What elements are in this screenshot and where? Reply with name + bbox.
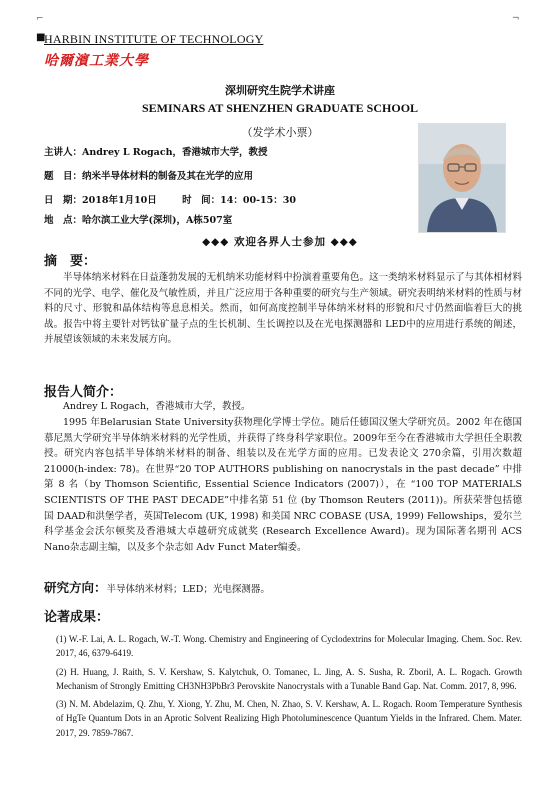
reference-item: (2) H. Huang, J. Raith, S. V. Kershaw, S. Kalytchuk, O. Tomanec, L. Jing, A. S. Susha, R. Zboril, A. L. Rogach. Growth Mechanism of Strongly Emitting CH3NH3PbBr3 Perovskite Nanocrystals with a Tunable Band Gap. Nat. Comm. 2017, 8, 996. <box>56 666 522 691</box>
seminar-title-cn: 深圳研究生院学术讲座 <box>225 84 335 97</box>
date-label: 日 期： <box>44 195 83 206</box>
speaker-portrait <box>419 124 505 232</box>
seminar-title-en: SEMINARS AT SHENZHEN GRADUATE SCHOOL <box>141 101 419 115</box>
topic-line <box>44 168 253 182</box>
bullet-icon: ■ <box>36 32 46 43</box>
date-value: 2018年1月10日 <box>82 195 157 206</box>
datetime-line <box>44 192 296 206</box>
speaker-value: Andrey L Rogach，香港城市大学，教授 <box>82 147 268 158</box>
reference-item: (1) W.-F. Lai, A. L. Rogach, W.-T. Wong. Chemistry and Engineering of Cyclodextrins for Molecular Imaging. Chem. Soc. Rev. 2017, 46, 6379-6419. <box>56 634 522 659</box>
speaker-label: 主讲人： <box>44 147 83 158</box>
bio-heading: 报告人简介： <box>44 385 123 400</box>
seminar-subtitle: （发学术小票） <box>241 126 319 139</box>
speaker-photo <box>418 123 506 233</box>
direction-heading: 研究方向： <box>44 580 107 595</box>
bio-name-line: Andrey L Rogach，香港城市大学，教授。 <box>63 401 251 412</box>
bio-text: 1995 年Belarusian State University获物理化学博士学位。随后任德国汉堡大学研究员。2002 年在德国慕尼黑大学研究半导体纳米材料的光学性质，并获得了终身科学家职位。2009年至今在香港城市大学担任全职教授。研究内容包括半导体纳米材料的制备、组装以及在光学方面的应用。已发表论文 270余篇，引用次数超 21000(h-index: 78)。在世界“20 TOP AUTHORS publishing on nanocrystals in the past decade” 中排第 8 名（by Thomson Scientific, Essential Science Indicators (2007)），在 “100 TOP MATERIALS SCIENTISTS OF THE PAST DECADE”中排名第 51 位 (by Thomson Reuters (2011))。所获荣誉包括德国 DAAD和洪堡学者，英国Telecom (UK, 1998) 和美国 NRC COBASE (USA, 1999) Fellowships，爱尔兰科学基金会沃尔顿奖及香港城大卓越研究成就奖 (Research Excellence Award)。现为国际著名期刊 ACS Nano杂志副主编，以及多个杂志如 Adv Funct Mater编委。 <box>44 417 522 553</box>
research-direction <box>44 578 270 596</box>
abstract-text: 半导体纳米材料在日益蓬勃发展的无机纳米功能材料中扮演着重要角色。这一类纳米材料显示了与其体相材料不同的光学、电学、催化及气敏性质，并且广泛应用于各种重要的研究与生产领域。研究表明纳米材料的性质与材料的尺寸、形貌和晶体结构等息息相关。然而，如何高度控制半导体纳米材料的形貌和尺寸仍然面临着巨大的挑战。报告中将主要针对钙钛矿量子点的生长机制、生长调控以及在光电探测器和 LED中的应用进行系统的阐述，并展望该领域的未来发展方向。 <box>44 272 522 346</box>
place-value: 哈尔滨工业大学(深圳)，A栋507室 <box>82 215 233 226</box>
topic-label: 题 目： <box>44 171 83 182</box>
abstract-heading: 摘 要： <box>44 254 97 269</box>
corner-mark: ⌐ <box>36 14 44 24</box>
institution-name: HARBIN INSTITUTE OF TECHNOLOGY <box>44 32 264 46</box>
direction-text: 半导体纳米材料；LED；光电探测器。 <box>106 584 270 595</box>
speaker-line <box>44 144 268 158</box>
place-label: 地 点： <box>44 215 83 226</box>
reference-list <box>50 632 522 744</box>
university-logo: 哈爾濱工業大學 <box>44 53 149 69</box>
topic-value: 纳米半导体材料的制备及其在光学的应用 <box>82 171 254 182</box>
time-value: 14：00-15：30 <box>220 195 296 206</box>
welcome-banner: ◆◆◆ 欢迎各界人士参加 ◆◆◆ <box>202 236 358 248</box>
place-line <box>44 212 232 226</box>
corner-mark: ¬ <box>512 14 520 24</box>
time-label: 时 间： <box>182 195 221 206</box>
reference-item: (3) N. M. Abdelazim, Q. Zhu, Y. Xiong, Y. Zhu, M. Chen, N. Zhao, S. V. Kershaw, A. L. Rogach. Room Temperature Synthesis of HgTe Quantum Dots in an Aprotic Solvent Realizing High Photoluminescence Quantum Yields in the Infrared. Chem. Mater. 2017, 29. 7859-7867. <box>56 699 522 738</box>
papers-heading: 论著成果： <box>44 610 110 625</box>
